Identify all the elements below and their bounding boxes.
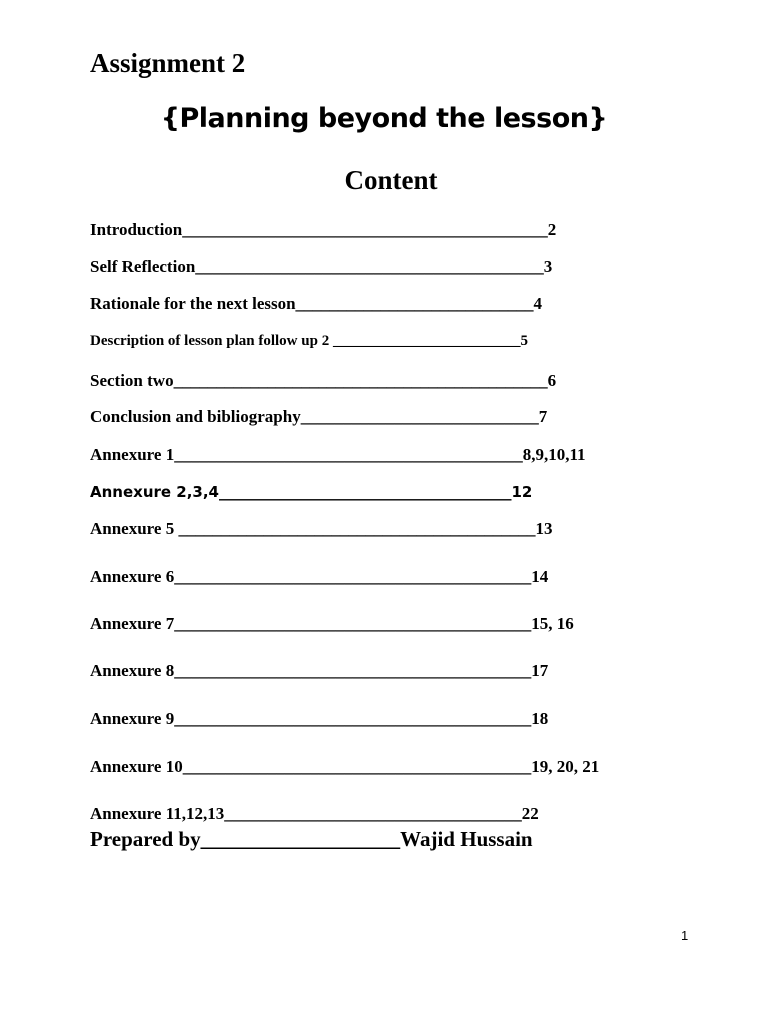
toc-entry-annexure-2-3-4: Annexure 2,3,4_______________________________________12 bbox=[90, 483, 533, 501]
toc-entry-introduction: Introduction___________________________________________2 bbox=[90, 220, 557, 239]
page-number: 1 bbox=[681, 928, 689, 943]
prepared-by: Prepared by___________________Wajid Hussain bbox=[90, 827, 533, 851]
toc-entry-annexure-8: Annexure 8__________________________________________17 bbox=[90, 661, 549, 680]
assignment-title: Assignment 2 bbox=[90, 48, 246, 78]
toc-entry-annexure-10: Annexure 10_________________________________________19, 20, 21 bbox=[90, 757, 600, 776]
toc-entry-description: Description of lesson plan follow up 2 _________________________5 bbox=[90, 333, 528, 349]
toc-entry-annexure-7: Annexure 7__________________________________________15, 16 bbox=[90, 614, 574, 633]
toc-entry-section-two: Section two____________________________________________6 bbox=[90, 371, 557, 390]
toc-entry-conclusion: Conclusion and bibliography____________________________7 bbox=[90, 407, 548, 426]
toc-entry-annexure-9: Annexure 9__________________________________________18 bbox=[90, 709, 549, 728]
toc-entry-self-reflection: Self Reflection_________________________________________3 bbox=[90, 257, 553, 276]
toc-entry-annexure-1: Annexure 1_________________________________________8,9,10,11 bbox=[90, 445, 586, 464]
toc-entry-rationale: Rationale for the next lesson____________________________4 bbox=[90, 294, 543, 313]
toc-entry-annexure-11-12-13: Annexure 11,12,13___________________________________22 bbox=[90, 804, 539, 823]
document-subtitle: {Planning beyond the lesson} bbox=[160, 103, 608, 134]
toc-entry-annexure-5: Annexure 5 __________________________________________13 bbox=[90, 519, 553, 538]
toc-entry-annexure-6: Annexure 6__________________________________________14 bbox=[90, 567, 549, 586]
content-heading: Content bbox=[344, 165, 438, 195]
